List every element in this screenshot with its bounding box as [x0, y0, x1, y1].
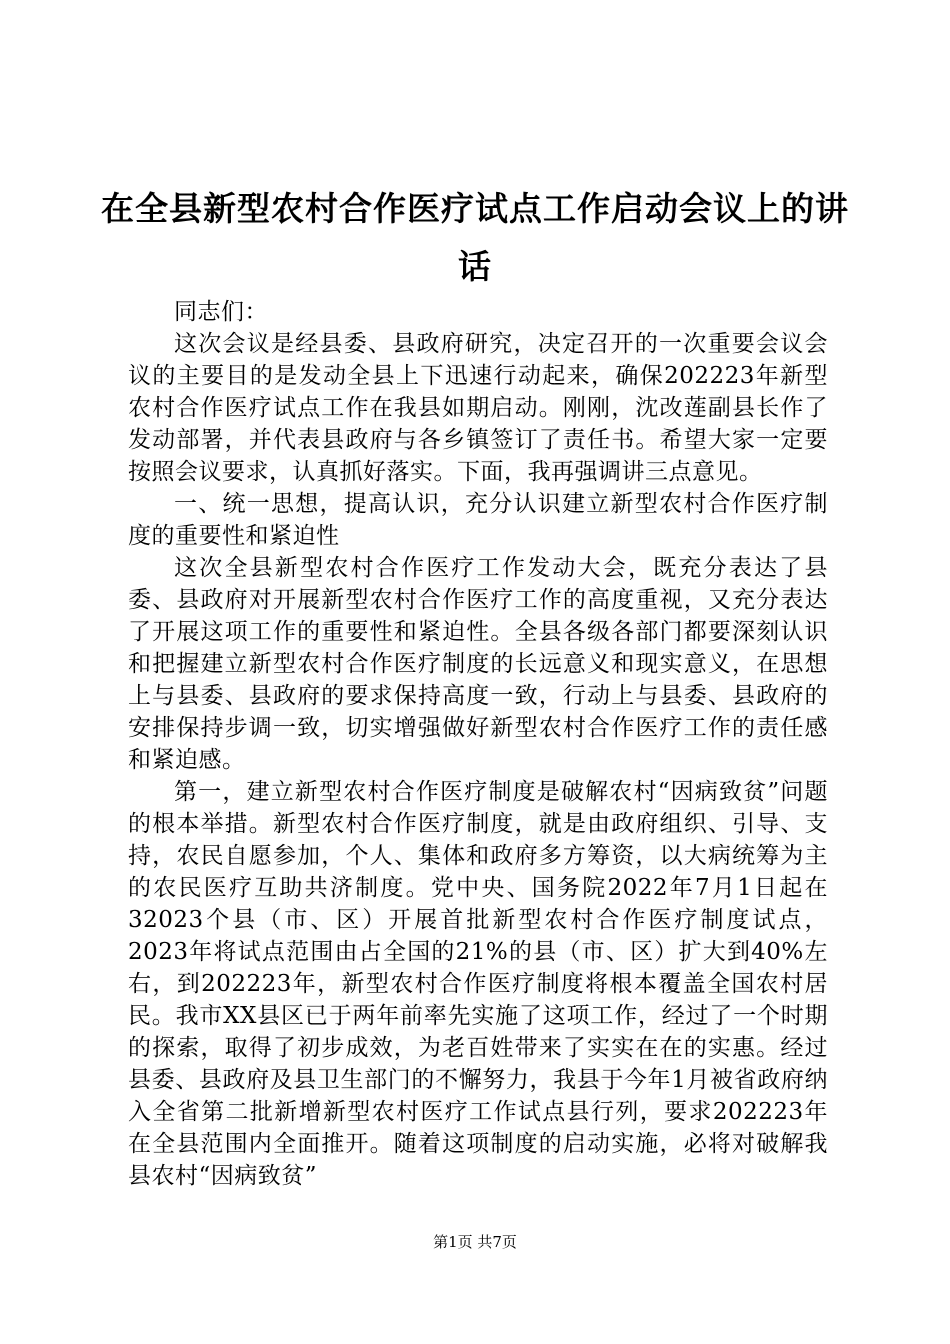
- body-paragraph: 这次会议是经县委、县政府研究，决定召开的一次重要会议会议的主要目的是发动全县上下迅速行动起来，确保202223年新型农村合作医疗试点工作在我县如期启动。刚刚，沈改莲副县长作了发动部署，并代表县政府与各乡镇签订了责任书。希望大家一定要按照会议要求，认真抓好落实。下面，我再强调讲三点意见。: [128, 331, 828, 485]
- body-paragraph: 这次全县新型农村合作医疗工作发动大会，既充分表达了县委、县政府对开展新型农村合作医疗工作的高度重视，又充分表达了开展这项工作的重要性和紧迫性。全县各级各部门都要深刻认识和把握建立新型农村合作医疗制度的长远意义和现实意义，在思想上与县委、县政府的要求保持高度一致，行动上与县委、县政府的安排保持步调一致，切实增强做好新型农村合作医疗工作的责任感和紧迫感。: [128, 555, 828, 773]
- document-title: 在全县新型农村合作医疗试点工作启动会议上的讲话: [101, 189, 849, 286]
- salutation: 同志们：: [174, 299, 268, 325]
- section-heading: 一、统一思想，提高认识，充分认识建立新型农村合作医疗制度的重要性和紧迫性: [128, 491, 828, 549]
- document-body: [128, 296, 828, 1192]
- body-paragraph: 第一，建立新型农村合作医疗制度是破解农村“因病致贫”问题的根本举措。新型农村合作医疗制度，就是由政府组织、引导、支持，农民自愿参加，个人、集体和政府多方筹资，以大病统筹为主的农民医疗互助共济制度。党中央、国务院2022年7月1日起在32023个县（市、区）开展首批新型农村合作医疗制度试点，2023年将试点范围由占全国的21%的县（市、区）扩大到40%左右，到202223年，新型农村合作医疗制度将根本覆盖全国农村居民。我市XX县区已于两年前率先实施了这项工作，经过了一个时期的探索，取得了初步成效，为老百姓带来了实实在在的实惠。经过县委、县政府及县卫生部门的不懈努力，我县于今年1月被省政府纳入全省第二批新增新型农村医疗工作试点县行列，要求202223年在全县范围内全面推开。随着这项制度的启动实施，必将对破解我县农村“因病致贫”: [128, 779, 828, 1189]
- page-footer: 第1页 共7页: [433, 1233, 517, 1251]
